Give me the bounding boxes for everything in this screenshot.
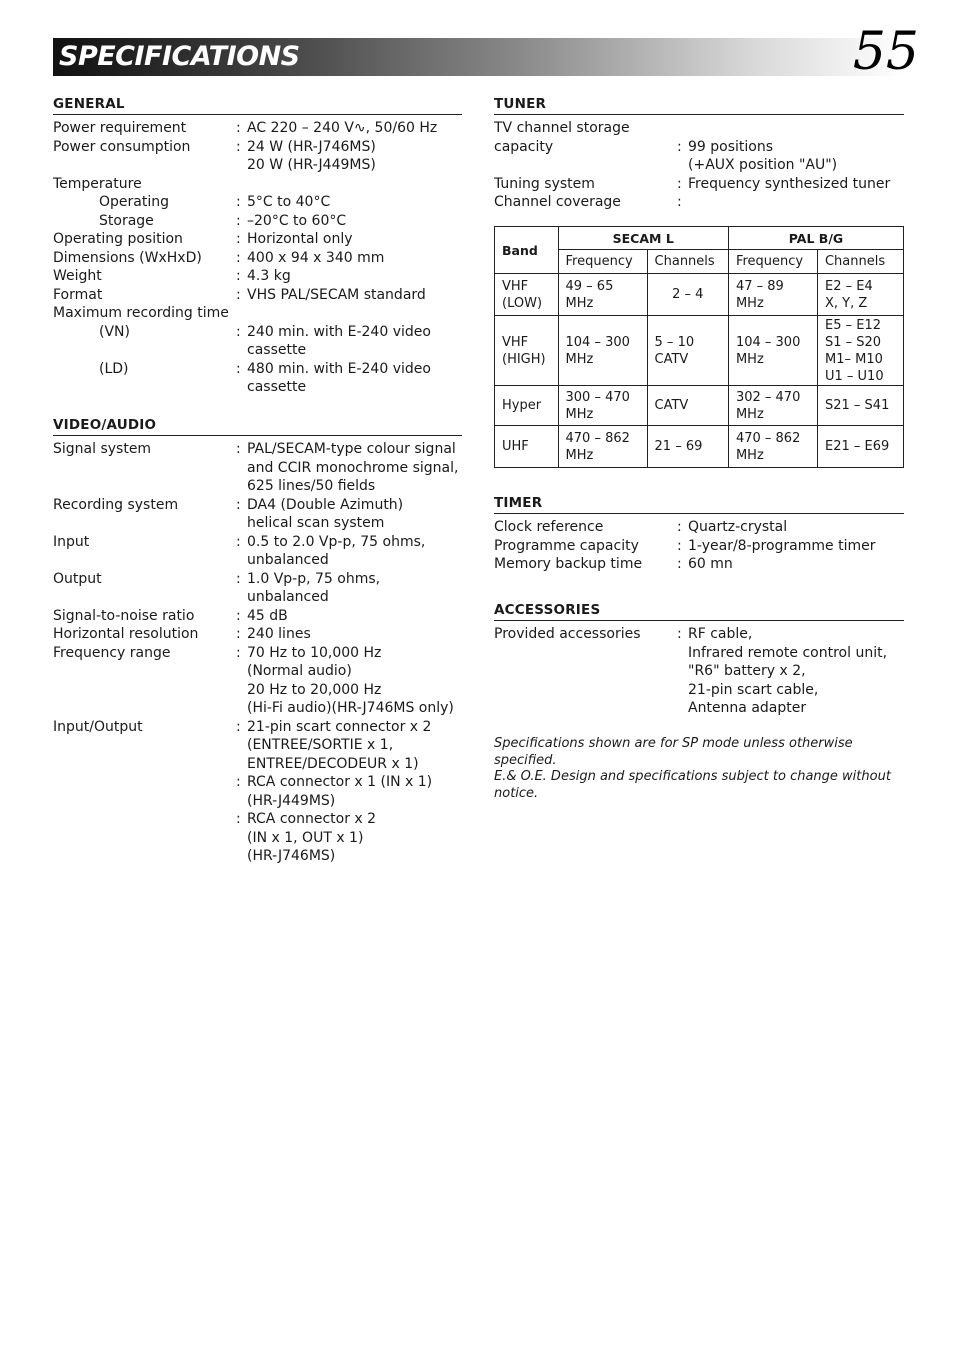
spec-value: 5°C to 40°C bbox=[247, 194, 331, 210]
spec-row bbox=[494, 518, 904, 537]
spec-separator: : bbox=[236, 644, 241, 661]
footnote: Specifications shown are for SP mode unless otherwise specified. bbox=[494, 736, 853, 768]
spec-label: Power consumption bbox=[53, 138, 191, 155]
spec-label: Clock reference bbox=[494, 519, 604, 535]
section-title: VIDEO/AUDIO bbox=[53, 417, 462, 436]
spec-row bbox=[53, 773, 462, 810]
spec-separator: : bbox=[236, 774, 241, 790]
spec-value: 24 W (HR-J746MS) 20 W (HR-J449MS) bbox=[247, 138, 376, 173]
pal-channels-cell: E5 – E12 S1 – S20 M1– M10 U1 – U10 bbox=[817, 316, 903, 386]
spec-value: 70 Hz to 10,000 Hz (Normal audio) 20 Hz to 20,000 Hz (Hi-Fi audio)(HR-J746MS only) bbox=[247, 644, 454, 716]
section-title: TUNER bbox=[494, 96, 904, 115]
spec-value: 1.0 Vp-p, 75 ohms, unbalanced bbox=[247, 570, 381, 605]
spec-value: Frequency synthesized tuner bbox=[688, 175, 891, 192]
spec-label: Maximum recording time bbox=[53, 305, 229, 321]
spec-value: 0.5 to 2.0 Vp-p, 75 ohms, unbalanced bbox=[247, 533, 426, 568]
spec-row bbox=[53, 249, 462, 268]
table-row bbox=[495, 426, 904, 468]
spec-separator: : bbox=[236, 607, 241, 624]
pal-frequency-cell: 47 – 89 MHz bbox=[728, 274, 817, 316]
spec-value bbox=[688, 193, 904, 212]
accessories-section bbox=[494, 602, 904, 718]
spec-row bbox=[53, 175, 462, 194]
spec-value: 240 min. with E-240 video cassette bbox=[247, 323, 431, 358]
video-audio-section bbox=[53, 417, 462, 866]
spec-label: Provided accessories bbox=[494, 626, 641, 642]
secam-frequency-cell: 470 – 862 MHz bbox=[558, 426, 647, 468]
spec-separator: : bbox=[677, 556, 682, 572]
spec-value: 99 positions (+AUX position "AU") bbox=[688, 138, 838, 173]
pal-header: PAL B/G bbox=[728, 227, 903, 250]
spec-separator: : bbox=[236, 138, 241, 155]
spec-row bbox=[53, 625, 462, 644]
secam-frequency-cell: 49 – 65 MHz bbox=[558, 274, 647, 316]
pal-channels-cell: E21 – E69 bbox=[817, 426, 903, 468]
spec-separator: : bbox=[236, 360, 241, 377]
secam-channels-cell: CATV bbox=[647, 386, 728, 426]
spec-value: 1-year/8-programme timer bbox=[688, 537, 876, 554]
spec-label: Recording system bbox=[53, 496, 179, 513]
spec-list bbox=[53, 119, 462, 397]
spec-row bbox=[53, 304, 462, 323]
spec-label: Operating position bbox=[53, 231, 183, 247]
spec-row bbox=[53, 286, 462, 305]
spec-value: RCA connector x 2 (IN x 1, OUT x 1) (HR-J746MS) bbox=[247, 811, 377, 864]
spec-separator: : bbox=[236, 718, 241, 735]
spec-label: Operating bbox=[99, 194, 169, 210]
secam-channels-cell: 2 – 4 bbox=[647, 274, 728, 316]
spec-separator: : bbox=[677, 537, 682, 554]
spec-value bbox=[688, 119, 904, 138]
spec-value: 400 x 94 x 340 mm bbox=[247, 249, 385, 266]
spec-separator: : bbox=[236, 626, 241, 642]
spec-label: Frequency range bbox=[53, 644, 171, 661]
spec-separator: : bbox=[236, 268, 241, 284]
general-section bbox=[53, 96, 462, 397]
spec-list bbox=[494, 119, 904, 212]
spec-list bbox=[494, 625, 904, 718]
spec-row bbox=[53, 212, 462, 231]
spec-row bbox=[53, 496, 462, 533]
spec-row bbox=[494, 555, 904, 574]
spec-value: –20°C to 60°C bbox=[247, 212, 347, 229]
table-row bbox=[495, 316, 904, 386]
pal-frequency-cell: 104 – 300 MHz bbox=[728, 316, 817, 386]
spec-value: Horizontal only bbox=[247, 231, 353, 247]
band-cell: Hyper bbox=[495, 386, 559, 426]
spec-row bbox=[53, 267, 462, 286]
spec-row bbox=[53, 323, 462, 360]
spec-value: RF cable, Infrared remote control unit, "R6" battery x 2, 21-pin scart cable, Antenna adapter bbox=[688, 626, 888, 716]
spec-row bbox=[53, 138, 462, 175]
spec-value: 480 min. with E-240 video cassette bbox=[247, 360, 431, 395]
page-number: 55 bbox=[852, 22, 919, 82]
spec-separator: : bbox=[677, 194, 682, 210]
spec-label: Output bbox=[53, 570, 102, 587]
secam-channels-header: Channels bbox=[647, 250, 728, 274]
spec-value bbox=[247, 304, 462, 323]
spec-label: (LD) bbox=[99, 360, 129, 377]
spec-row bbox=[494, 193, 904, 212]
page-header bbox=[53, 22, 919, 82]
spec-label: (VN) bbox=[99, 323, 130, 340]
spec-label: Input bbox=[53, 533, 90, 550]
pal-channels-cell: S21 – S41 bbox=[817, 386, 903, 426]
spec-label: Format bbox=[53, 286, 103, 303]
channel-coverage-table bbox=[494, 226, 904, 468]
spec-separator bbox=[677, 119, 688, 138]
spec-value: PAL/SECAM-type colour signal and CCIR monochrome signal, 625 lines/50 fields bbox=[247, 441, 459, 494]
spec-value: AC 220 – 240 V∿, 50/60 Hz bbox=[247, 120, 438, 136]
spec-separator: : bbox=[236, 286, 241, 303]
spec-separator: : bbox=[677, 138, 682, 155]
spec-row bbox=[494, 119, 904, 138]
secam-channels-cell: 21 – 69 bbox=[647, 426, 728, 468]
spec-label: Memory backup time bbox=[494, 556, 643, 572]
spec-value bbox=[247, 175, 462, 194]
spec-separator: : bbox=[677, 175, 682, 192]
spec-label: Input/Output bbox=[53, 718, 143, 735]
pal-frequency-cell: 302 – 470 MHz bbox=[728, 386, 817, 426]
section-title: GENERAL bbox=[53, 96, 462, 115]
spec-separator: : bbox=[236, 323, 241, 340]
spec-row bbox=[53, 644, 462, 718]
spec-value: VHS PAL/SECAM standard bbox=[247, 286, 426, 303]
spec-separator: : bbox=[236, 194, 241, 210]
spec-separator: : bbox=[236, 811, 241, 827]
spec-row bbox=[494, 175, 904, 194]
band-cell: UHF bbox=[495, 426, 559, 468]
spec-label: Power requirement bbox=[53, 120, 187, 136]
spec-list bbox=[494, 518, 904, 574]
spec-row bbox=[494, 537, 904, 556]
spec-label: Storage bbox=[99, 212, 154, 229]
spec-row bbox=[494, 625, 904, 718]
secam-header: SECAM L bbox=[558, 227, 728, 250]
spec-separator: : bbox=[236, 441, 241, 457]
table-row bbox=[495, 386, 904, 426]
spec-separator bbox=[236, 304, 247, 323]
spec-row bbox=[53, 440, 462, 496]
spec-list bbox=[53, 440, 462, 866]
secam-frequency-cell: 104 – 300 MHz bbox=[558, 316, 647, 386]
spec-label bbox=[53, 810, 236, 866]
spec-separator: : bbox=[236, 570, 241, 587]
spec-separator: : bbox=[236, 212, 241, 229]
band-header: Band bbox=[495, 227, 559, 274]
pal-channels-cell: E2 – E4 X, Y, Z bbox=[817, 274, 903, 316]
footnotes bbox=[494, 736, 904, 802]
spec-separator bbox=[236, 175, 247, 194]
pal-frequency-cell: 470 – 862 MHz bbox=[728, 426, 817, 468]
section-title: TIMER bbox=[494, 495, 904, 514]
spec-label: Signal system bbox=[53, 441, 152, 457]
spec-separator: : bbox=[677, 626, 682, 642]
spec-value: Quartz-crystal bbox=[688, 519, 788, 535]
spec-value: 21-pin scart connector x 2 (ENTREE/SORTIE x 1, ENTREE/DECODEUR x 1) bbox=[247, 718, 432, 772]
spec-label: capacity bbox=[494, 138, 554, 155]
footnote: E.& O.E. Design and specifications subject to change without notice. bbox=[494, 769, 891, 801]
page-title: SPECIFICATIONS bbox=[59, 41, 300, 72]
spec-value: RCA connector x 1 (IN x 1) (HR-J449MS) bbox=[247, 774, 433, 809]
spec-label bbox=[53, 773, 236, 810]
spec-value: DA4 (Double Azimuth) helical scan system bbox=[247, 496, 404, 531]
pal-frequency-header: Frequency bbox=[728, 250, 817, 274]
spec-separator: : bbox=[236, 533, 241, 550]
spec-label: Channel coverage bbox=[494, 194, 621, 210]
spec-separator: : bbox=[236, 249, 241, 266]
spec-row bbox=[494, 138, 904, 175]
spec-label: Temperature bbox=[53, 175, 142, 192]
spec-row bbox=[53, 230, 462, 249]
band-cell: VHF (LOW) bbox=[495, 274, 559, 316]
spec-separator: : bbox=[236, 231, 241, 247]
spec-label: Signal-to-noise ratio bbox=[53, 607, 195, 624]
spec-value: 60 mn bbox=[688, 556, 733, 572]
tuner-section bbox=[494, 96, 904, 212]
band-cell: VHF (HIGH) bbox=[495, 316, 559, 386]
secam-frequency-cell: 300 – 470 MHz bbox=[558, 386, 647, 426]
spec-row bbox=[53, 718, 462, 774]
secam-frequency-header: Frequency bbox=[558, 250, 647, 274]
spec-row bbox=[53, 360, 462, 397]
secam-channels-cell: 5 – 10 CATV bbox=[647, 316, 728, 386]
timer-section bbox=[494, 495, 904, 574]
pal-channels-header: Channels bbox=[817, 250, 903, 274]
spec-row bbox=[53, 570, 462, 607]
spec-row bbox=[53, 533, 462, 570]
spec-row bbox=[53, 119, 462, 138]
spec-label: Programme capacity bbox=[494, 537, 639, 554]
spec-value: 240 lines bbox=[247, 626, 311, 642]
table-row bbox=[495, 274, 904, 316]
spec-label: Horizontal resolution bbox=[53, 626, 199, 642]
spec-separator: : bbox=[677, 519, 682, 535]
spec-label: Dimensions (WxHxD) bbox=[53, 249, 202, 266]
spec-separator: : bbox=[236, 120, 241, 136]
spec-row bbox=[53, 810, 462, 866]
table-header-row bbox=[495, 227, 904, 250]
spec-label: Tuning system bbox=[494, 175, 595, 192]
spec-label: TV channel storage bbox=[494, 120, 630, 136]
spec-row bbox=[53, 193, 462, 212]
spec-row bbox=[53, 607, 462, 626]
spec-label: Weight bbox=[53, 268, 102, 284]
spec-value: 45 dB bbox=[247, 607, 288, 624]
spec-separator: : bbox=[236, 496, 241, 513]
section-title: ACCESSORIES bbox=[494, 602, 904, 621]
spec-value: 4.3 kg bbox=[247, 268, 291, 284]
